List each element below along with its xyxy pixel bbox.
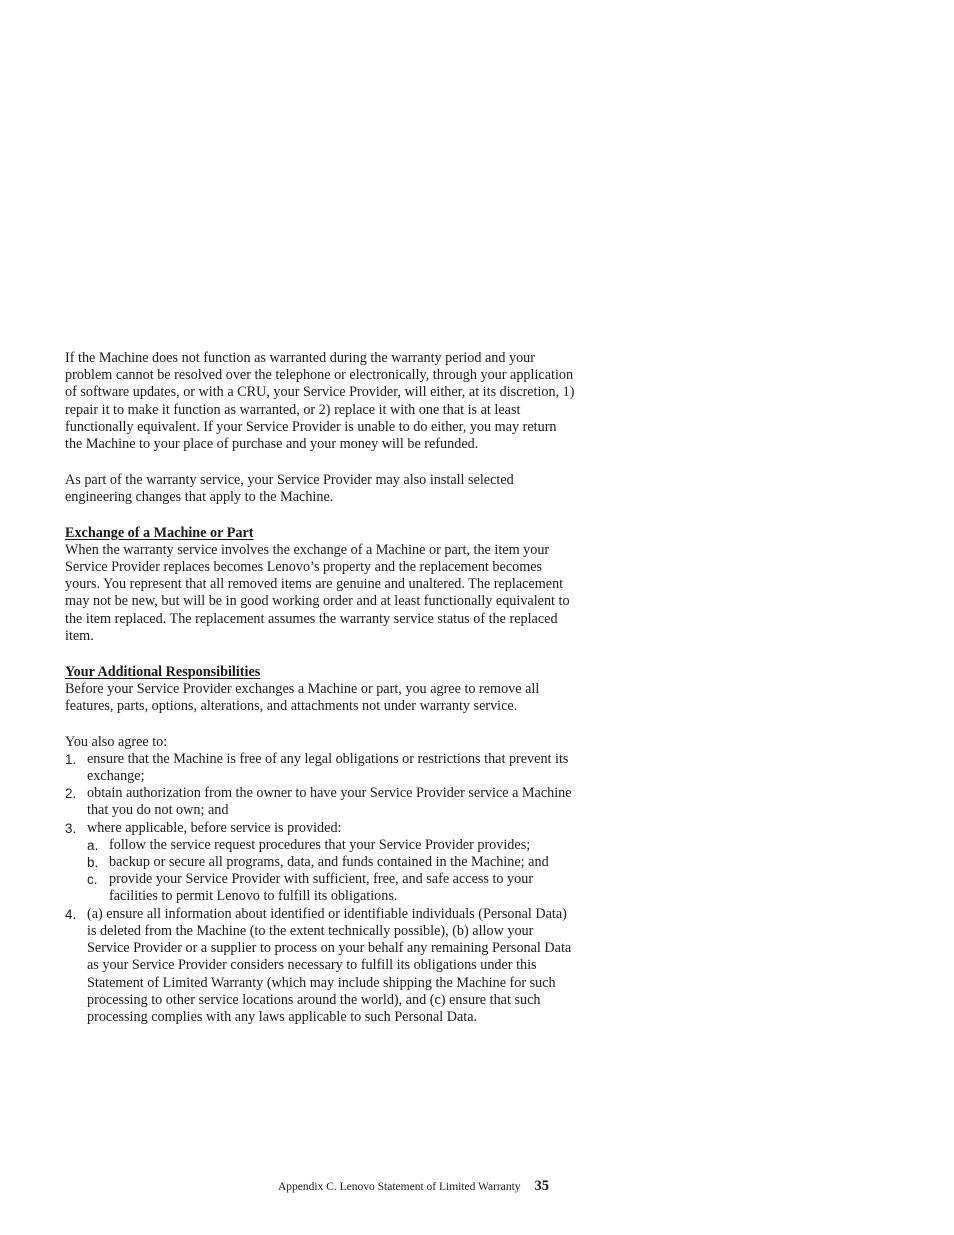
paragraph-warranty-repair: If the Machine does not function as warranted during the warranty period and your problem cannot be resolved over the telephone or electronically, through your application of software updates, or with a CRU, your Service Provider, will either, at its discretion, 1) repair it to make it function as warranted, or 2) replace it with one that is at least functionally equivalent. If your Service Provider is unable to do either, you may return the Machine to your place of purchase and your money will be refunded.	[65, 350, 575, 453]
list-item-text: obtain authorization from the owner to have your Service Provider service a Machine that you do not own; and	[87, 785, 572, 819]
list-item	[65, 785, 575, 819]
page-body	[65, 350, 575, 1026]
sub-list-item-text: provide your Service Provider with sufficient, free, and safe access to your facilities to permit Lenovo to fulfill its obligations.	[109, 871, 534, 905]
page-footer	[278, 1178, 578, 1195]
sub-list	[87, 837, 575, 906]
sub-list-item-text: follow the service request procedures that your Service Provider provides;	[109, 836, 531, 853]
sub-list-item	[87, 871, 575, 905]
page-number: 35	[534, 1178, 550, 1194]
list-item-text: ensure that the Machine is free of any legal obligations or restrictions that prevent its exchange;	[87, 750, 569, 785]
list-number: 2.	[65, 786, 77, 802]
sub-list-item-text: backup or secure all programs, data, and funds contained in the Machine; and	[109, 854, 549, 871]
list-number: 1.	[65, 751, 77, 767]
heading-responsibilities: Your Additional Responsibilities	[65, 663, 261, 680]
footer-title: Appendix C. Lenovo Statement of Limited Warranty	[278, 1181, 521, 1193]
sub-list-item	[87, 837, 575, 854]
sub-list-letter: c.	[87, 872, 98, 888]
list-item-text: (a) ensure all information about identified or identifiable individuals (Personal Data) is deleted from the Machine (to the extent technically possible), (b) allow your Service Provider or a supplier to process on your behalf any remaining Personal Data as your Service Provider considers necessary to fulfill its obligations under this Statement of Limited Warranty (which may include shipping the Machine for such processing to other service locations around the world), and (c) ensure that such processing complies with any laws applicable to such Personal Data.	[87, 905, 572, 1025]
heading-exchange: Exchange of a Machine or Part	[65, 524, 254, 541]
section-responsibilities	[65, 664, 575, 716]
agreement-list	[65, 751, 575, 1026]
paragraph-engineering-changes: As part of the warranty service, your Service Provider may also install selected engineering changes that apply to the Machine.	[65, 471, 514, 505]
list-item	[65, 751, 575, 785]
paragraph-responsibilities: Before your Service Provider exchanges a Machine or part, you agree to remove all features, parts, options, alterations, and attachments not under warranty service.	[65, 680, 540, 714]
list-item	[65, 820, 575, 906]
paragraph-exchange: When the warranty service involves the exchange of a Machine or part, the item your Service Provider replaces becomes Lenovo’s property and the replacement becomes yours. You represent that all removed items are genuine and unaltered. The replacement may not be new, but will be in good working order and at least functionally equivalent to the item replaced. The replacement assumes the warranty service status of the replaced item.	[65, 541, 570, 644]
sub-list-letter: a.	[87, 837, 99, 853]
section-exchange	[65, 525, 575, 645]
sub-list-letter: b.	[87, 855, 99, 871]
list-item	[65, 906, 575, 1026]
list-item-text: where applicable, before service is provided:	[87, 819, 342, 836]
list-number: 4.	[65, 906, 77, 922]
sub-list-item	[87, 854, 575, 871]
list-intro: You also agree to:	[65, 733, 168, 750]
list-number: 3.	[65, 820, 77, 836]
